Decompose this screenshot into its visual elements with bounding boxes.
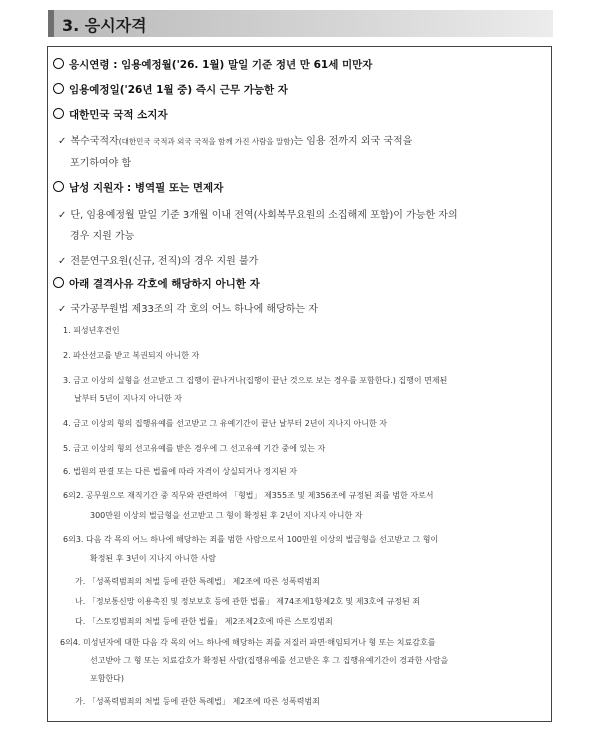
circle-bullet-icon — [53, 277, 64, 288]
list-item-cont: 포함한다) — [90, 674, 125, 683]
list-item-cont: 날부터 5년이 지나지 아니한 자 — [74, 394, 182, 403]
check-dual-nationality: ✓ 복수국적자(대한민국 국적과 외국 국적을 함께 가진 사람을 말함)는 임용 전까지 외국 국적을 — [58, 136, 413, 147]
list-item: 6의4. 미성년자에 대한 다음 각 목의 어느 하나에 해당하는 죄를 저질러 파면·해임되거나 형 또는 치료감호를 — [60, 638, 436, 647]
check-cont: 포기하여야 함 — [70, 158, 132, 169]
heading-nationality: 대한민국 국적 소지자 — [53, 107, 168, 122]
section-title-bar — [48, 10, 553, 37]
title-accent — [48, 10, 54, 37]
sub-item: 나. 「정보통신망 이용촉진 및 정보보호 등에 관한 법률」 제74조제1항제2호 및 제3호에 규정된 죄 — [75, 597, 420, 606]
sub-item: 가. 「성폭력범죄의 처벌 등에 관한 특례법」 제2조에 따른 성폭력범죄 — [75, 697, 320, 706]
heading-age: 응시연령 : 임용예정월('26. 1월) 말일 기준 정년 만 61세 미만자 — [53, 57, 372, 72]
sub-item: 가. 「성폭력범죄의 처벌 등에 관한 특례법」 제2조에 따른 성폭력범죄 — [75, 577, 320, 586]
checkmark-icon: ✓ — [58, 136, 67, 147]
list-item-cont: 300만원 이상의 벌금형을 선고받고 그 형이 확정된 후 2년이 지나지 아니한 자 — [90, 511, 363, 520]
list-item-cont: 선고받아 그 형 또는 치료감호가 확정된 사람(집행유예를 선고받은 후 그 집행유예기간이 경과한 사람을 — [90, 656, 449, 665]
check-cont: 경우 지원 가능 — [70, 231, 135, 242]
sub-item: 다. 「스토킹범죄의 처벌 등에 관한 법률」 제2조제2호에 따른 스토킹범죄 — [75, 617, 333, 626]
list-item-cont: 확정된 후 3년이 지나지 아니한 사람 — [90, 554, 216, 563]
checkmark-icon: ✓ — [58, 256, 67, 267]
heading-availability: 임용예정일('26년 1월 중) 즉시 근무 가능한 자 — [53, 82, 288, 97]
list-item: 4. 금고 이상의 형의 집행유예를 선고받고 그 유예기간이 끝난 날부터 2년이 지나지 아니한 자 — [63, 419, 387, 428]
check-research: ✓ 전문연구요원(신규, 전직)의 경우 지원 불가 — [58, 256, 259, 267]
heading-military: 남성 지원자 : 병역필 또는 면제자 — [53, 180, 223, 195]
list-item: 6의2. 공무원으로 재직기간 중 직무와 관련하여 「형법」 제355조 및 제356조에 규정된 죄를 범한 자로서 — [63, 491, 434, 500]
checkmark-icon: ✓ — [58, 304, 67, 315]
list-item: 6. 법원의 판결 또는 다른 법률에 따라 자격이 상실되거나 정지된 자 — [63, 467, 297, 476]
list-item: 5. 금고 이상의 형의 선고유예를 받은 경우에 그 선고유예 기간 중에 있는 자 — [63, 444, 326, 453]
section-title: 3. 응시자격 — [62, 16, 147, 35]
list-item: 6의3. 다음 각 목의 어느 하나에 해당하는 죄를 범한 사람으로서 100만원 이상의 벌금형을 선고받고 그 형이 — [63, 535, 439, 544]
list-item: 3. 금고 이상의 실형을 선고받고 그 집행이 끝나거나(집행이 끝난 것으로 보는 경우를 포함한다.) 집행이 면제된 — [63, 376, 448, 385]
circle-bullet-icon — [53, 108, 64, 119]
list-item: 2. 파산선고를 받고 복권되지 아니한 자 — [63, 351, 200, 360]
check-discharge: ✓ 단, 임용예정월 말일 기준 3개월 이내 전역(사회복무요원의 소집해제 포함)이 가능한 자의 — [58, 210, 458, 221]
list-item: 1. 피성년후견인 — [63, 326, 120, 335]
heading-disqualification: 아래 결격사유 각호에 해당하지 아니한 자 — [53, 276, 260, 291]
circle-bullet-icon — [53, 58, 64, 69]
check-law: ✓ 국가공무원법 제33조의 각 호의 어느 하나에 해당하는 자 — [58, 304, 318, 315]
circle-bullet-icon — [53, 181, 64, 192]
circle-bullet-icon — [53, 83, 64, 94]
checkmark-icon: ✓ — [58, 210, 67, 221]
